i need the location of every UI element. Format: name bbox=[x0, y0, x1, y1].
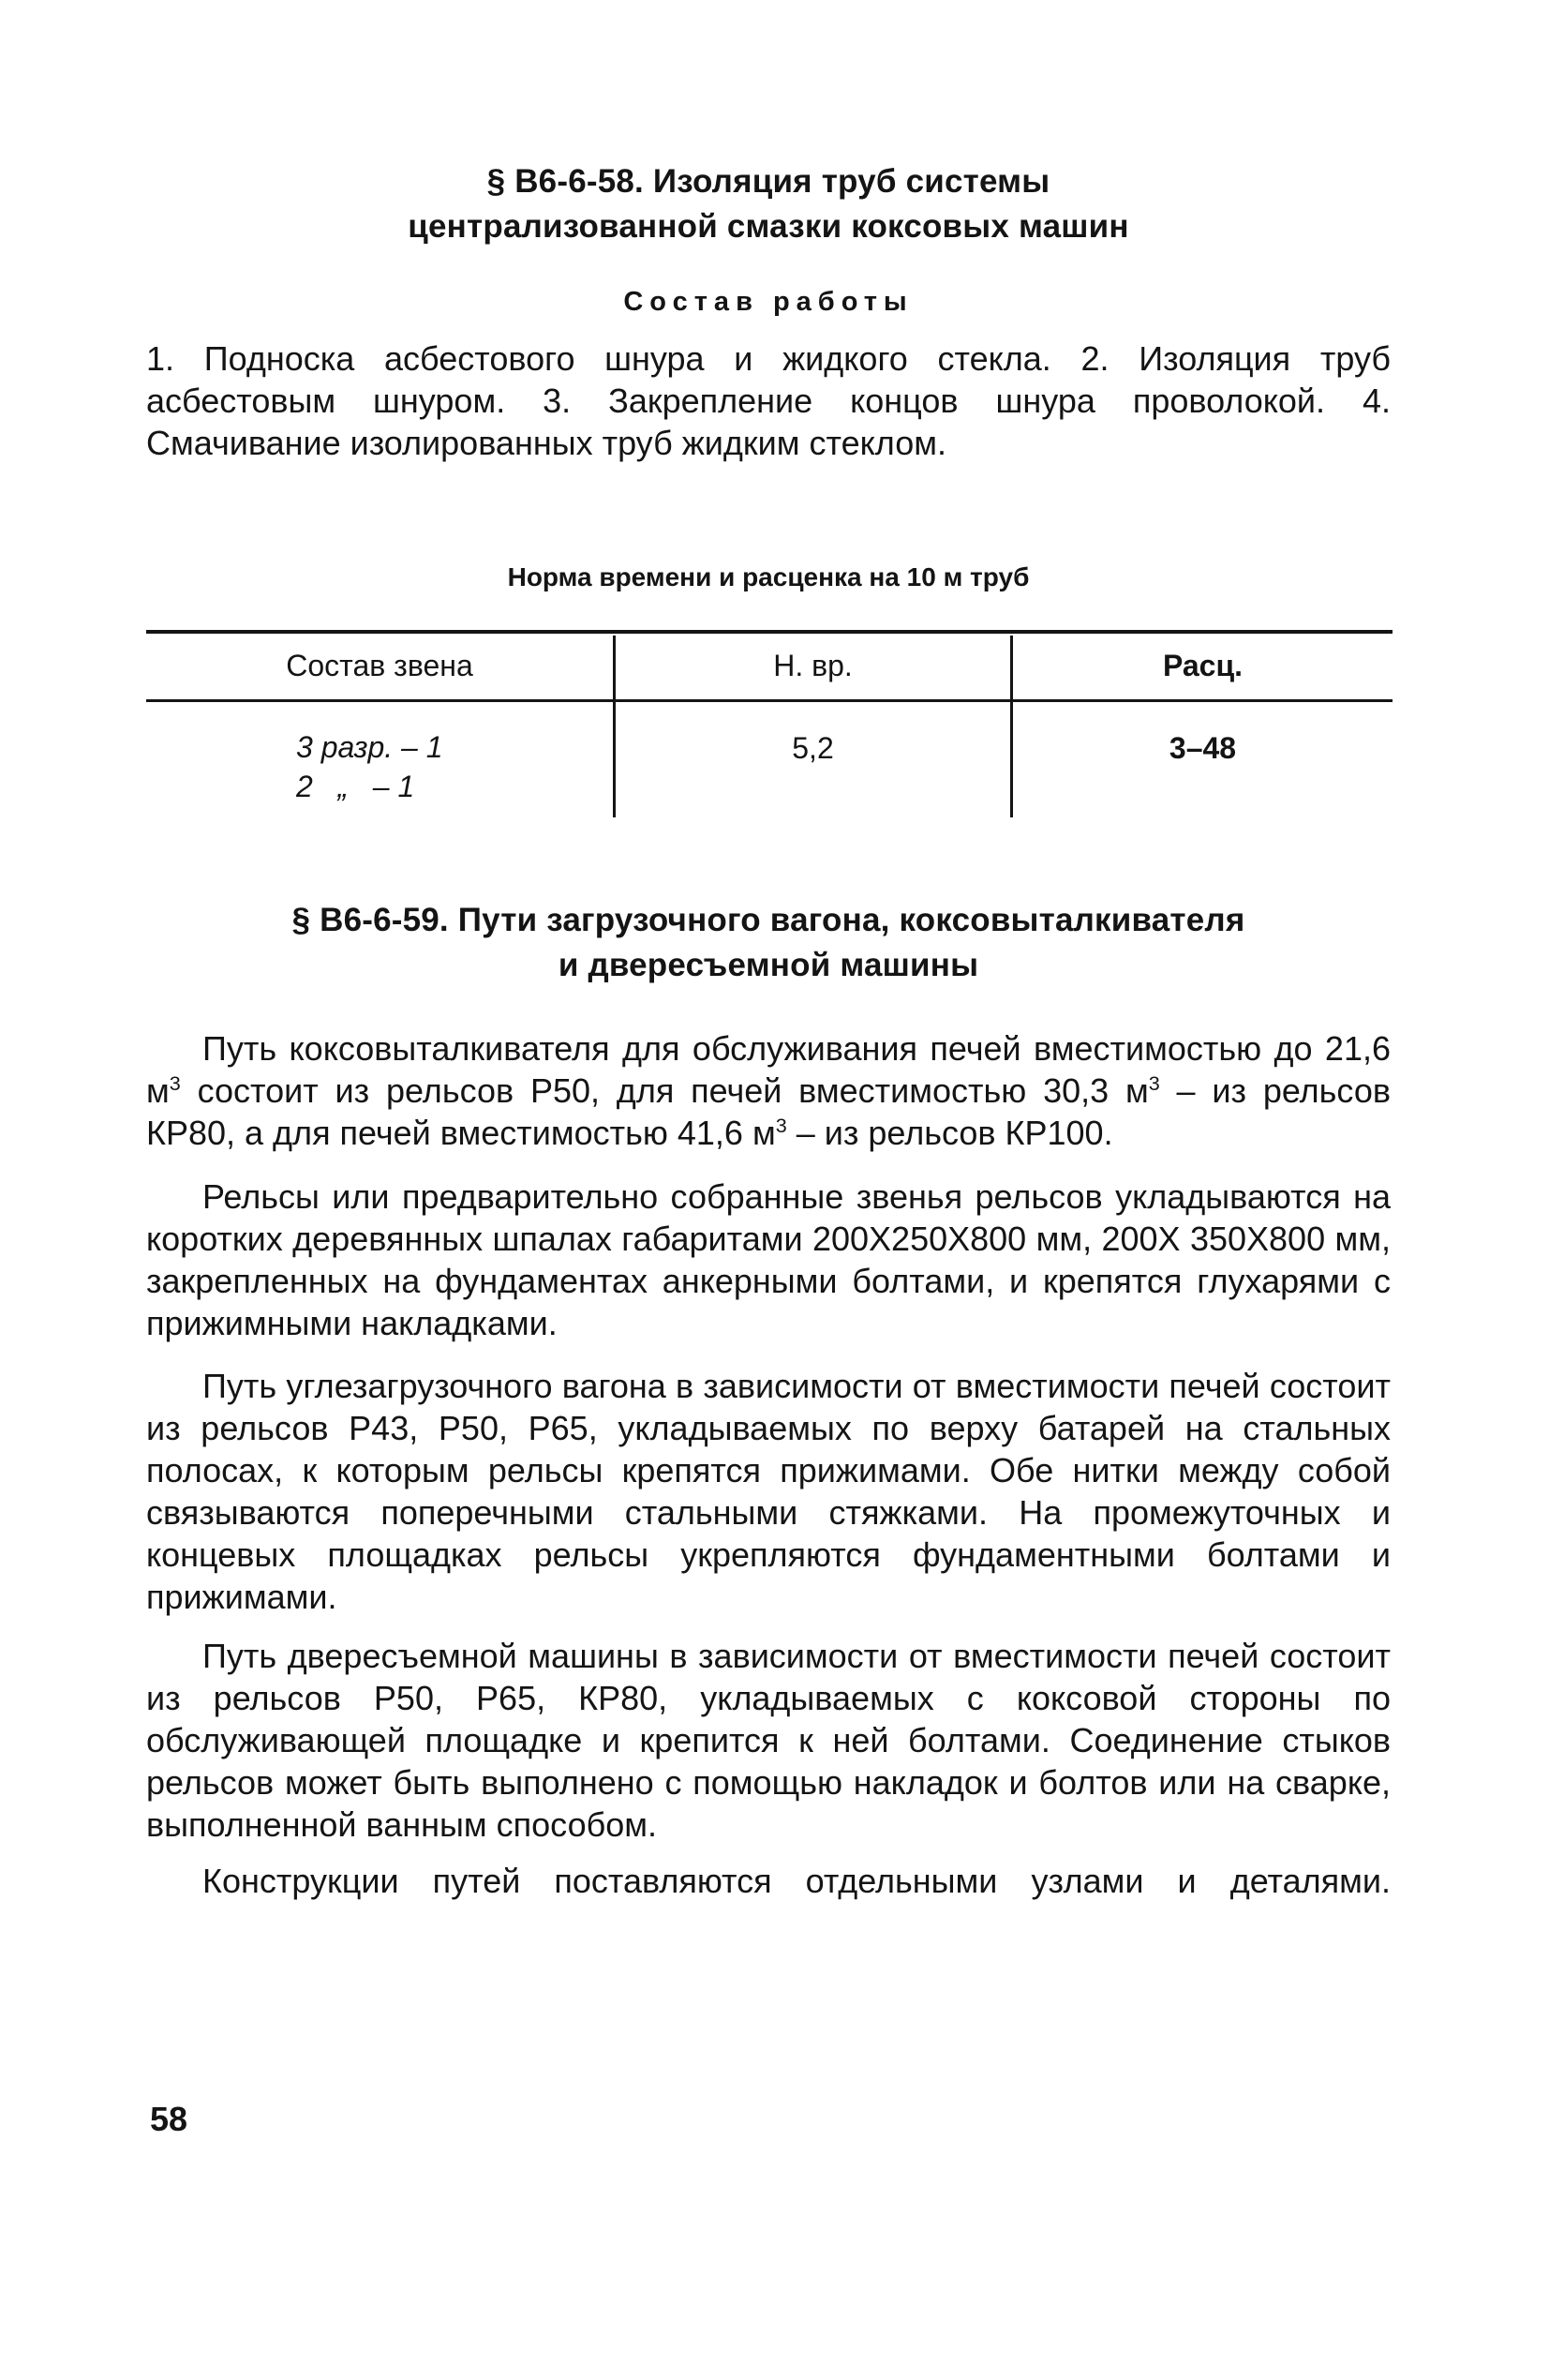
p1-text-1: Путь коксовыталкивателя для обслуживания печей вместимостью до 21,6 м bbox=[146, 1029, 1391, 1110]
table-header-time-norm: Н. вр. bbox=[773, 649, 853, 682]
paragraph-pusher-track bbox=[146, 1027, 1391, 1154]
norm-table bbox=[146, 630, 1393, 817]
table-cell-rate: 3–48 bbox=[1169, 731, 1237, 765]
norm-table-caption: Норма времени и расценка на 10 м труб bbox=[507, 562, 1030, 591]
p1-text-3: – из рельсов КР80, а для печей вместимостью 41,6 м bbox=[146, 1071, 1391, 1152]
table-cell-crew bbox=[296, 727, 577, 806]
section-heading-b6-6-58 bbox=[141, 159, 1396, 249]
section-heading-b6-6-59 bbox=[141, 898, 1396, 988]
table-header-crew: Состав звена bbox=[286, 649, 473, 682]
section-heading-line-1: § В6-6-58. Изоляция труб системы bbox=[486, 163, 1050, 200]
paragraph-rails-sleepers: Рельсы или предварительно собранные звенья рельсов укладываются на коротких деревянных шпалах габаритами 200Х250Х800 мм, 200Х 350Х800 мм, закрепленных на фундаментах анкерными болтами, и крепятся глухарями с прижимными накладками. bbox=[146, 1177, 1391, 1342]
paragraph-door-machine-track: Путь двересъемной машины в зависимости от вместимости печей состоит из рельсов Р50, Р65, КР80, укладываемых с коксовой стороны по обслуживающей площадке и крепится к ней болтами. Соединение стыков рельсов может быть выполнено с помощью накладок и болтов или на сварке, выполненной ванным способом. bbox=[146, 1637, 1391, 1844]
crew-line-1: 3 разр. – 1 bbox=[296, 730, 443, 764]
table-top-rule bbox=[146, 630, 1393, 634]
paragraph-charging-car-track: Путь углезагрузочного вагона в зависимости от вместимости печей состоит из рельсов Р43, Р50, Р65, укладываемых по верху батарей на стальных полосах, к которым рельсы крепятся прижимами. Обе нитки между собой связываются поперечными стальными стяжками. На промежуточных и концевых площадках рельсы укрепляются фундаментными болтами и прижимами. bbox=[146, 1367, 1391, 1616]
work-composition-text: 1. Подноска асбестового шнура и жидкого стекла. 2. Изоляция труб асбестовым шнуром. 3. Закрепление концов шнура проволокой. 4. Смачивание изолированных труб жидким стеклом. bbox=[146, 339, 1391, 462]
cube-superscript: 3 bbox=[775, 1114, 787, 1137]
crew-line-2: 2 „ – 1 bbox=[296, 770, 415, 803]
page-number: 58 bbox=[150, 2100, 188, 2138]
table-cell-time-norm: 5,2 bbox=[792, 731, 834, 765]
table-header-rate: Расц. bbox=[1162, 649, 1244, 682]
cube-superscript: 3 bbox=[169, 1071, 181, 1095]
table-header-rule bbox=[146, 699, 1393, 702]
p1-text-4: – из рельсов КР100. bbox=[786, 1114, 1113, 1152]
cube-superscript: 3 bbox=[1148, 1071, 1160, 1095]
p1-text-2: состоит из рельсов Р50, для печей вместимостью 30,3 м bbox=[180, 1071, 1149, 1110]
section-heading-line-1: § В6-6-59. Пути загрузочного вагона, коксовыталкивателя bbox=[291, 902, 1245, 938]
work-composition-label: Состав работы bbox=[623, 287, 914, 317]
section-heading-line-2: централизованной смазки коксовых машин bbox=[408, 208, 1129, 245]
section-heading-line-2: и двересъемной машины bbox=[558, 947, 979, 983]
paragraph-track-construction: Конструкции путей поставляются отдельными узлами и деталями. bbox=[202, 1862, 1391, 1900]
